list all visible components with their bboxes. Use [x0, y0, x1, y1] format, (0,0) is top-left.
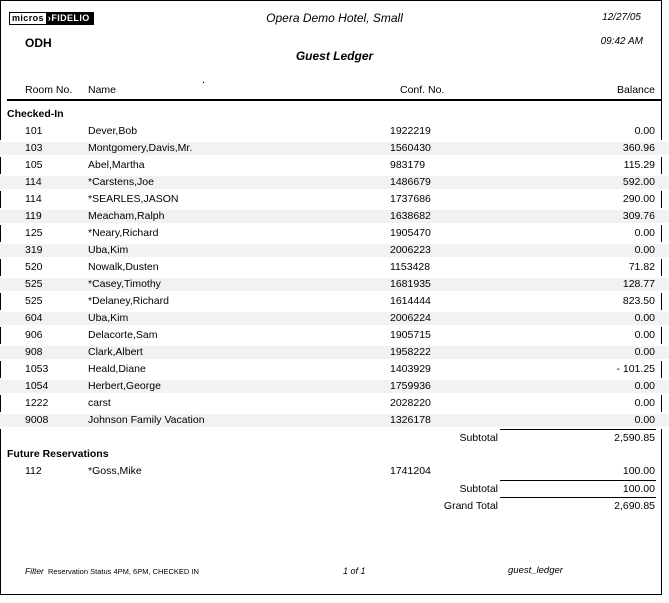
cell-name: Nowalk,Dusten: [88, 261, 159, 273]
footer-report-filename: guest_ledger: [508, 565, 563, 576]
grand-total-label: Grand Total: [443, 500, 498, 512]
table-row: [0, 157, 669, 174]
cell-name: Clark,Albert: [88, 346, 143, 358]
cell-room: 319: [25, 244, 43, 256]
report-section: [0, 446, 669, 497]
table-row: [0, 140, 669, 157]
cell-name: *SEARLES,JASON: [88, 193, 179, 205]
cell-name: Herbert,George: [88, 380, 161, 392]
table-row: [0, 174, 669, 191]
cell-name: Delacorte,Sam: [88, 329, 158, 341]
cell-conf: 1741204: [390, 465, 431, 477]
cell-room: 906: [25, 329, 43, 341]
cell-balance: 0.00: [634, 380, 655, 392]
table-row: [0, 191, 669, 208]
cell-room: 1222: [25, 397, 49, 409]
cell-conf: 2006224: [390, 312, 431, 324]
cell-balance: 0.00: [634, 244, 655, 256]
stray-mark: .: [202, 74, 206, 86]
cell-conf: 1403929: [390, 363, 431, 375]
table-row: [0, 123, 669, 140]
cell-conf: 2028220: [390, 397, 431, 409]
cell-balance: 592.00: [622, 176, 655, 188]
cell-conf: 1922219: [390, 125, 431, 137]
run-date: 12/27/05: [602, 12, 641, 23]
table-row: [0, 412, 669, 429]
table-row: [0, 276, 669, 293]
logo-fidelio-text: FIDELIO: [51, 13, 90, 23]
cell-room: 525: [25, 295, 43, 307]
cell-room: 908: [25, 346, 43, 358]
cell-balance: 290.00: [622, 193, 655, 205]
cell-room: 112: [25, 465, 42, 477]
table-row: [0, 327, 669, 344]
footer-filter-label: Filter: [25, 566, 44, 576]
cell-room: 1053: [25, 363, 49, 375]
table-row: [0, 259, 669, 276]
grand-total-rule: [500, 497, 656, 498]
cell-conf: 1560430: [390, 142, 431, 154]
column-header-balance: Balance: [617, 84, 655, 96]
cell-balance: 823.50: [622, 295, 655, 307]
cell-room: 125: [25, 227, 43, 239]
cell-conf: 1614444: [390, 295, 431, 307]
subtotal-row: [0, 429, 669, 446]
cell-conf: 1326178: [390, 414, 431, 426]
cell-balance: 115.29: [623, 159, 655, 171]
cell-name: *Neary,Richard: [88, 227, 159, 239]
subtotal-label: Subtotal: [459, 432, 498, 444]
cell-conf: 1638682: [390, 210, 431, 222]
cell-conf: 1958222: [390, 346, 431, 358]
column-header-room: Room No.: [25, 84, 73, 96]
cell-name: Johnson Family Vacation: [88, 414, 205, 426]
cell-room: 1054: [25, 380, 49, 392]
report-section: [0, 106, 669, 446]
table-row: [0, 293, 669, 310]
column-header-name: Name: [88, 84, 117, 96]
grand-total-row: [0, 497, 669, 514]
cell-name: Montgomery,Davis,Mr.: [88, 142, 193, 154]
cell-conf: 983179: [390, 159, 426, 171]
cell-room: 103: [25, 142, 43, 154]
section-title: Checked-In: [7, 108, 64, 120]
hotel-name: Opera Demo Hotel, Small: [266, 11, 403, 25]
table-row: [0, 208, 669, 225]
property-code: ODH: [25, 36, 52, 50]
table-row: [0, 344, 669, 361]
cell-room: 114: [25, 193, 42, 205]
cell-conf: 2006223: [390, 244, 431, 256]
logo-micros: micros: [9, 12, 47, 25]
subtotal-label: Subtotal: [459, 483, 498, 495]
cell-name: *Carstens,Joe: [88, 176, 154, 188]
table-row: [0, 463, 669, 480]
cell-balance: 0.00: [634, 125, 655, 137]
cell-balance: - 101.25: [616, 363, 655, 375]
cell-balance: 100.00: [622, 465, 655, 477]
subtotal-value: 100.00: [622, 483, 655, 495]
subtotal-row: [0, 480, 669, 497]
subtotal-rule: [500, 429, 656, 430]
cell-conf: 1905470: [390, 227, 431, 239]
report-sections: [0, 106, 669, 514]
run-time: 09:42 AM: [600, 36, 643, 47]
cell-conf: 1681935: [390, 278, 431, 290]
arrow-separator-icon: ›: [47, 13, 52, 23]
footer-filter-value: Reservation Status 4PM, 6PM, CHECKED IN: [48, 567, 199, 576]
cell-name: Uba,Kim: [88, 244, 129, 256]
cell-conf: 1153428: [390, 261, 431, 273]
header-rule: [7, 99, 661, 101]
column-header-row: [0, 84, 669, 96]
cell-conf: 1486679: [390, 176, 431, 188]
report-title: Guest Ledger: [295, 49, 374, 63]
cell-room: 9008: [25, 414, 49, 426]
cell-room: 114: [25, 176, 42, 188]
subtotal-rule: [500, 480, 656, 481]
cell-room: 604: [25, 312, 43, 324]
cell-conf: 1905715: [390, 329, 431, 341]
cell-name: Meacham,Ralph: [88, 210, 165, 222]
cell-name: *Delaney,Richard: [88, 295, 169, 307]
cell-balance: 0.00: [634, 312, 655, 324]
cell-balance: 0.00: [634, 397, 655, 409]
cell-balance: 0.00: [634, 346, 655, 358]
subtotal-value: 2,590.85: [614, 432, 655, 444]
cell-name: Uba,Kim: [88, 312, 129, 324]
footer-page-number: 1 of 1: [343, 566, 366, 576]
table-row: [0, 242, 669, 259]
table-row: [0, 378, 669, 395]
cell-balance: 71.82: [628, 261, 655, 273]
cell-name: *Casey,Timothy: [88, 278, 161, 290]
section-title: Future Reservations: [7, 448, 109, 460]
table-row: [0, 395, 669, 412]
table-row: [0, 310, 669, 327]
column-header-conf: Conf. No.: [400, 84, 445, 96]
cell-name: *Goss,Mike: [88, 465, 142, 477]
cell-balance: 0.00: [634, 329, 655, 341]
cell-room: 119: [25, 210, 42, 222]
cell-balance: 0.00: [634, 414, 655, 426]
cell-balance: 0.00: [634, 227, 655, 239]
table-row: [0, 225, 669, 242]
grand-total-value: 2,690.85: [614, 500, 655, 512]
cell-name: carst: [88, 397, 111, 409]
cell-room: 520: [25, 261, 43, 273]
cell-balance: 128.77: [622, 278, 655, 290]
cell-name: Heald,Diane: [88, 363, 146, 375]
cell-conf: 1737686: [390, 193, 431, 205]
table-row: [0, 361, 669, 378]
cell-balance: 360.96: [622, 142, 655, 154]
section-rows: [0, 463, 669, 480]
cell-balance: 309.76: [622, 210, 655, 222]
cell-conf: 1759936: [390, 380, 431, 392]
section-rows: [0, 123, 669, 429]
cell-name: Dever,Bob: [88, 125, 138, 137]
cell-room: 101: [25, 125, 43, 137]
cell-room: 525: [25, 278, 43, 290]
cell-room: 105: [25, 159, 43, 171]
cell-name: Abel,Martha: [88, 159, 145, 171]
